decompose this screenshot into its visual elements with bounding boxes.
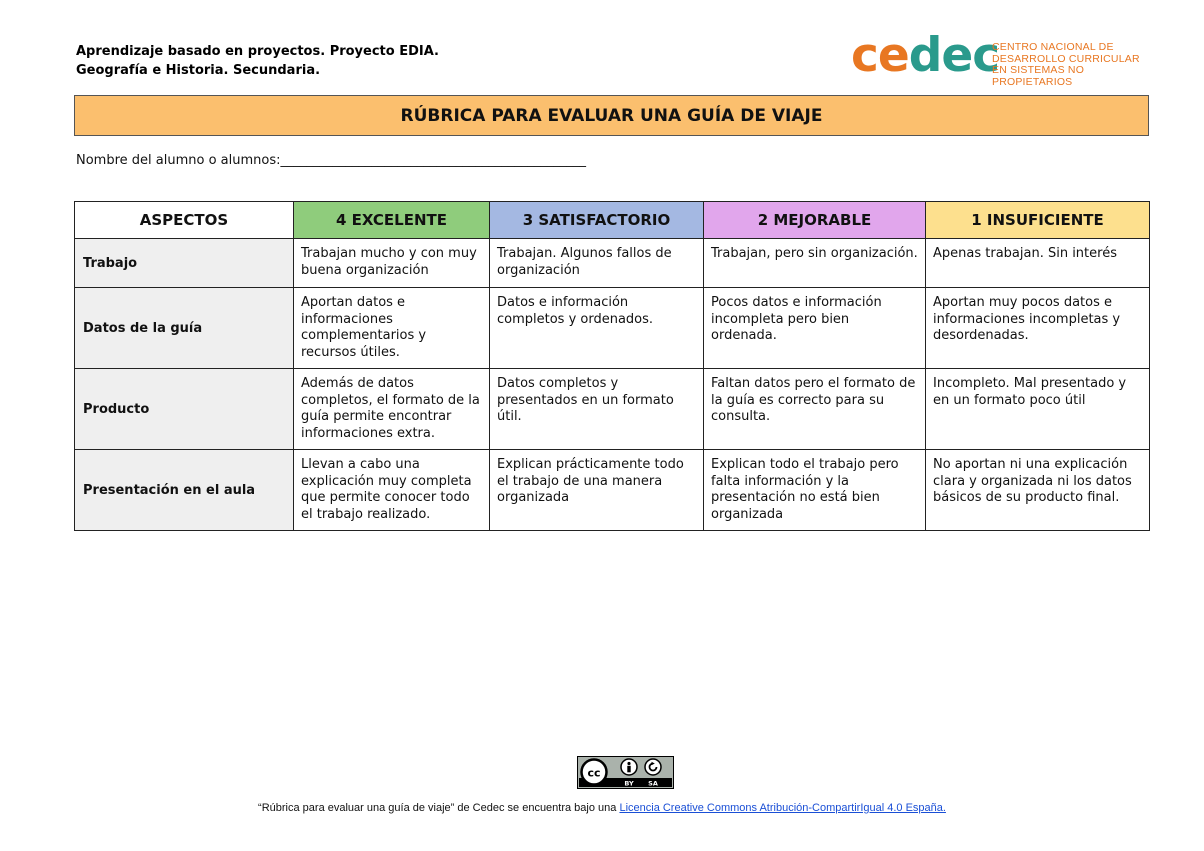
cedec-logo-word: cedec [851,28,1000,83]
table-row [75,369,1150,450]
criteria-cell: Llevan a cabo una explicación muy completa que permite conocer todo el trabajo realizado. [294,450,490,531]
criteria-cell: Faltan datos pero el formato de la guía es correcto para su consulta. [704,369,926,450]
table-row [75,450,1150,531]
criteria-cell: Datos completos y presentados en un formato útil. [490,369,704,450]
criteria-cell: Trabajan mucho y con muy buena organización [294,239,490,288]
rubric-table [74,201,1150,531]
header-subject-line: Geografía e Historia. Secundaria. [76,63,321,78]
by-label: BY [624,779,634,788]
criteria-cell: Aportan muy pocos datos e informaciones incompletas y desordenadas. [926,288,1150,369]
creative-commons-badge[interactable] [577,756,674,789]
criteria-cell: Datos e información completos y ordenados. [490,288,704,369]
student-name-field: Nombre del alumno o alumnos:_______________________________________________ [76,153,586,168]
sa-share-icon [645,759,661,775]
header-mejorable: 2 MEJORABLE [704,202,926,239]
header-course-line: Aprendizaje basado en proyectos. Proyecto EDIA. [76,44,439,59]
criteria-cell: No aportan ni una explicación clara y organizada ni los datos básicos de su producto final. [926,450,1150,531]
cedec-logo-subtitle: CENTRO NACIONAL DE DESARROLLO CURRICULAR EN SISTEMAS NO PROPIETARIOS [992,41,1140,88]
license-link[interactable]: Licencia Creative Commons Atribución-CompartirIgual 4.0 España. [619,802,946,814]
cedec-logo [851,28,1151,88]
aspect-cell: Datos de la guía [75,288,294,369]
criteria-cell: Trabajan, pero sin organización. [704,239,926,288]
header-excelente: 4 EXCELENTE [294,202,490,239]
criteria-cell: Explican prácticamente todo el trabajo de una manera organizada [490,450,704,531]
license-text: “Rúbrica para evaluar una guía de viaje” de Cedec se encuentra bajo una [258,802,620,814]
aspect-cell: Trabajo [75,239,294,288]
criteria-cell: Aportan datos e informaciones complementarios y recursos útiles. [294,288,490,369]
criteria-cell: Incompleto. Mal presentado y en un formato poco útil [926,369,1150,450]
table-row [75,239,1150,288]
sa-label: SA [648,779,658,788]
criteria-cell: Trabajan. Algunos fallos de organización [490,239,704,288]
rubric-title: RÚBRICA PARA EVALUAR UNA GUÍA DE VIAJE [74,95,1149,136]
cc-icon-label: cc [587,766,601,780]
document-header [76,42,439,80]
criteria-cell: Pocos datos e información incompleta pero bien ordenada. [704,288,926,369]
criteria-cell: Explican todo el trabajo pero falta información y la presentación no está bien organizada [704,450,926,531]
header-satisfactorio: 3 SATISFACTORIO [490,202,704,239]
criteria-cell: Además de datos completos, el formato de la guía permite encontrar informaciones extra. [294,369,490,450]
aspect-cell: Presentación en el aula [75,450,294,531]
header-insuficiente: 1 INSUFICIENTE [926,202,1150,239]
rubric-header-row [75,202,1150,239]
header-aspectos: ASPECTOS [75,202,294,239]
criteria-cell: Apenas trabajan. Sin interés [926,239,1150,288]
table-row [75,288,1150,369]
aspect-cell: Producto [75,369,294,450]
license-footer [0,802,1204,814]
